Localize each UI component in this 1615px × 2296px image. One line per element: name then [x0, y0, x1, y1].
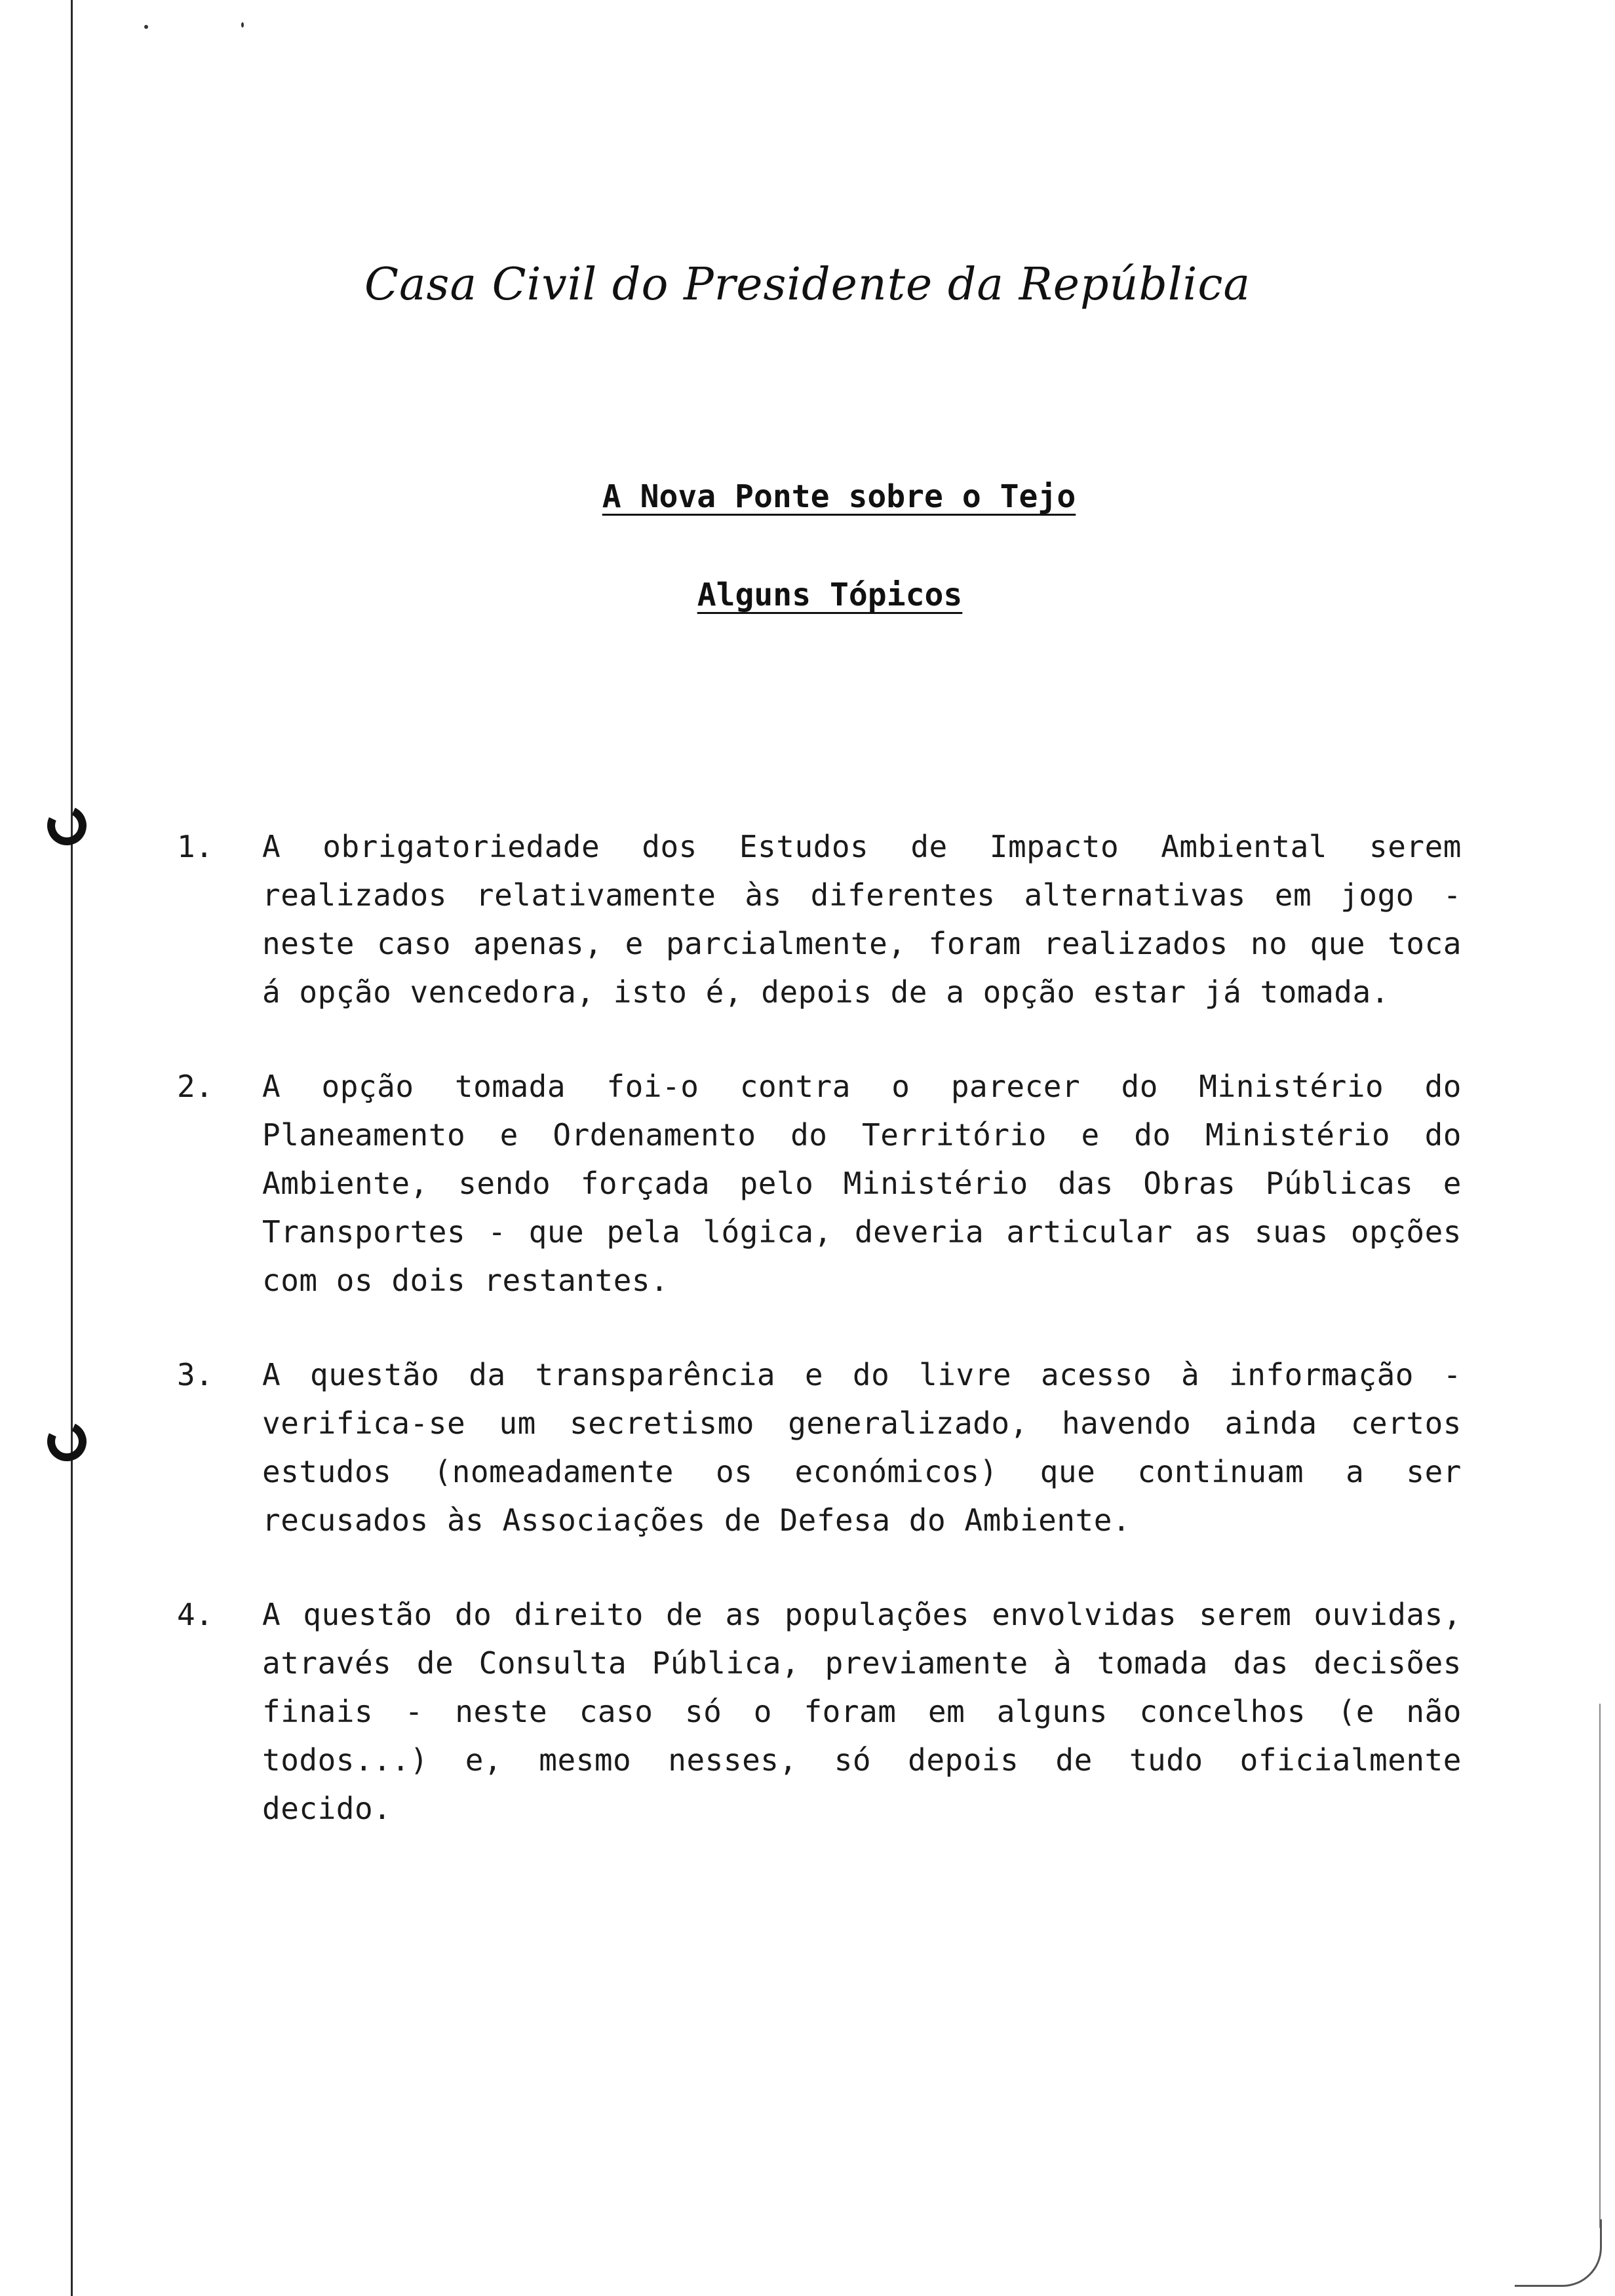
item-number: 2.: [177, 1069, 214, 1104]
item-text: A obrigatoriedade dos Estudos de Impacto Ambiental serem realizados relativamente às diferentes alternativas em jogo - neste caso apenas, e parcialmente, foram realizados no que toca á opção vencedora, isto é, depois de a opção estar já tomada.: [262, 829, 1462, 1010]
binder-hole-mark: [42, 1417, 92, 1467]
list-item: [177, 822, 1462, 1016]
topic-list: [177, 822, 1462, 1879]
page-corner-curl: [1515, 2219, 1602, 2287]
item-number: 4.: [177, 1597, 214, 1632]
item-number: 1.: [177, 829, 214, 864]
item-number: 3.: [177, 1357, 214, 1392]
list-item: [177, 1350, 1462, 1544]
list-item: [177, 1062, 1462, 1305]
scan-edge-line: [1599, 1704, 1601, 2228]
list-item: [177, 1590, 1462, 1833]
item-text: A opção tomada foi-o contra o parecer do Ministério do Planeamento e Ordenamento do Território e do Ministério do Ambiente, sendo forçada pelo Ministério das Obras Públicas e Transportes - que pela lógica, deveria articular as suas opções com os dois restantes.: [262, 1069, 1462, 1298]
binder-hole-mark: [42, 801, 92, 851]
binder-edge-line: [71, 0, 73, 2296]
item-text: A questão do direito de as populações envolvidas serem ouvidas, através de Consulta Pública, previamente à tomada das decisões finais - neste caso só o foram em alguns concelhos (e não todos...) e, mesmo nesses, só depois de tudo oficialmente decido.: [262, 1597, 1462, 1826]
letterhead: Casa Civil do Presidente da República: [364, 259, 1251, 311]
document-title: A Nova Ponte sobre o Tejo: [602, 478, 1076, 515]
scan-speck: [241, 22, 244, 28]
item-text: A questão da transparência e do livre acesso à informação - verifica-se um secretismo generalizado, havendo ainda certos estudos (nomeadamente os económicos) que continuam a ser recusados às Associações de Defesa do Ambiente.: [262, 1357, 1462, 1538]
document-subtitle: Alguns Tópicos: [697, 577, 963, 613]
scan-speck: [144, 25, 148, 29]
